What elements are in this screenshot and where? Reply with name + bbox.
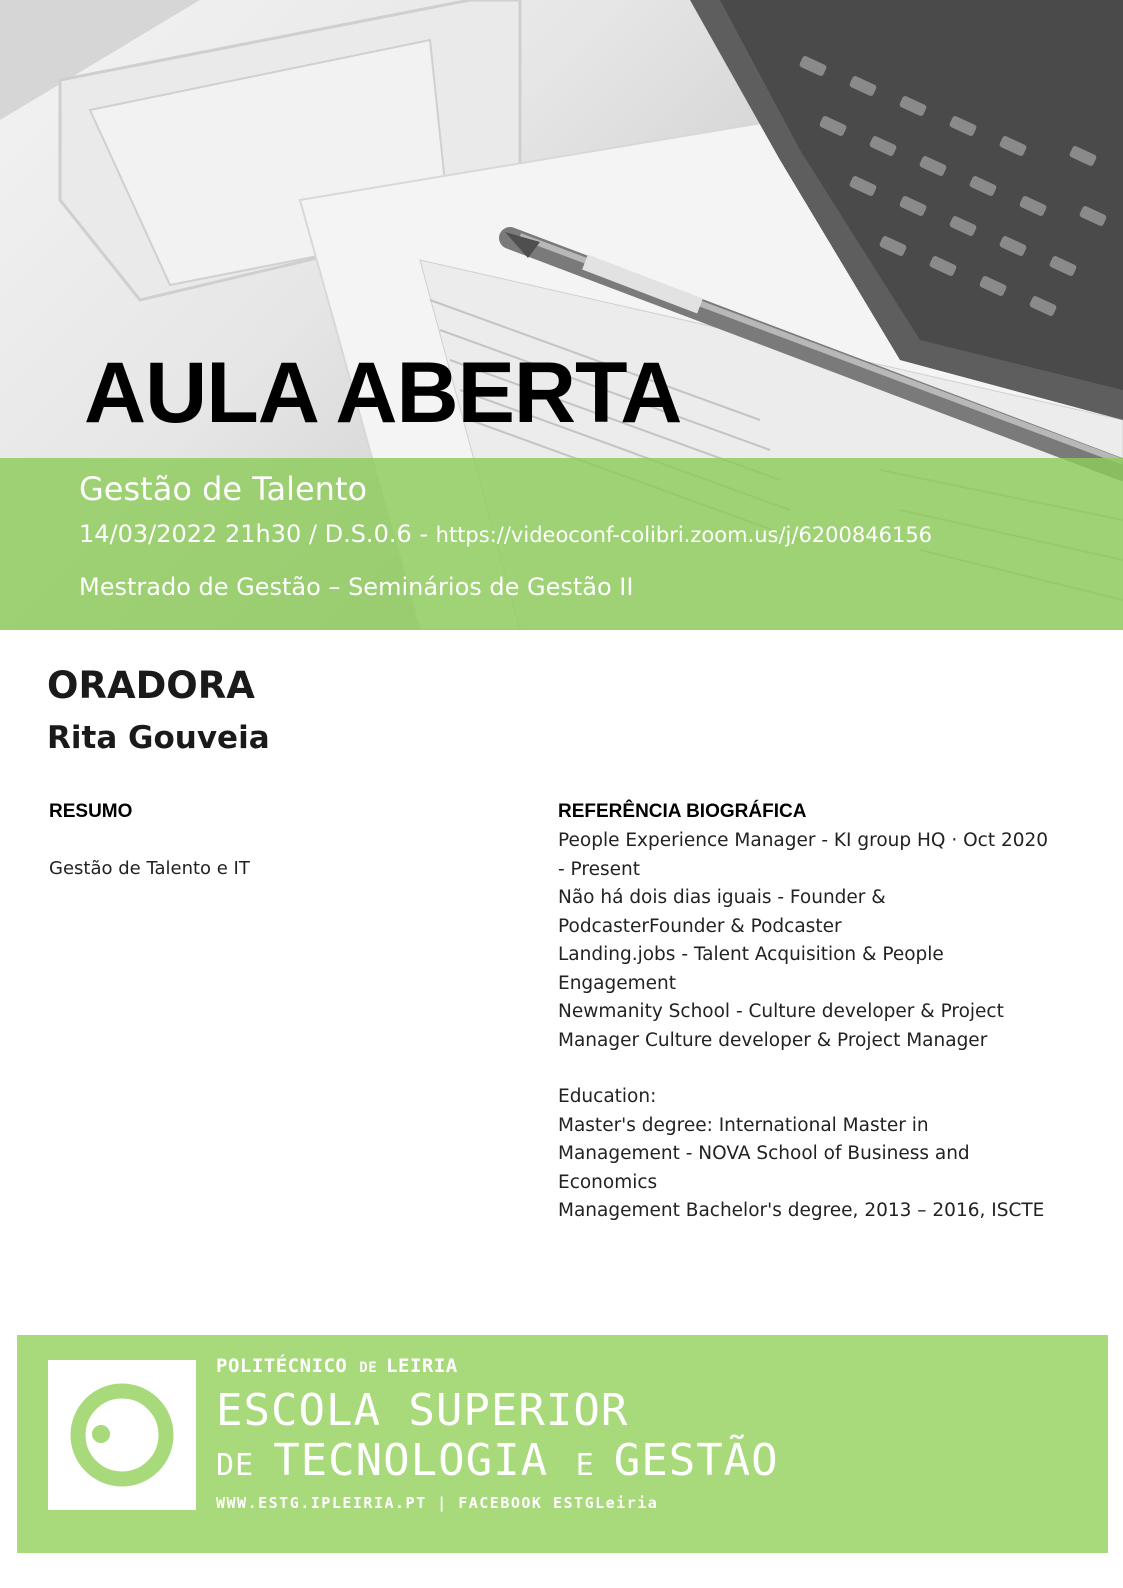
school-name-line1: ESCOLA SUPERIOR: [216, 1385, 629, 1436]
bio-line: Management - NOVA School of Business and: [558, 1143, 970, 1164]
school-name-part: E: [575, 1448, 614, 1483]
speaker-name: Rita Gouveia: [47, 720, 270, 756]
bio-line: Newmanity School - Culture developer & Project: [558, 1001, 1004, 1022]
polytechnic-name-part: DE: [359, 1360, 387, 1376]
resumo-text: Gestão de Talento e IT: [49, 858, 250, 879]
school-name-part: TECNOLOGIA: [273, 1435, 576, 1486]
bio-heading: REFERÊNCIA BIOGRÁFICA: [558, 801, 807, 822]
school-name-line2: [216, 1435, 779, 1486]
speaker-role: ORADORA: [47, 664, 255, 707]
bio-line: People Experience Manager - KI group HQ · Oct 2020: [558, 830, 1049, 851]
event-title: AULA ABERTA: [84, 345, 682, 441]
bio-line: PodcasterFounder & Podcaster: [558, 915, 842, 937]
institution-footer: [17, 1335, 1108, 1553]
bio-spacer: [558, 1055, 1078, 1083]
school-name-part: GESTÃO: [613, 1435, 779, 1486]
estg-logo: [48, 1360, 196, 1510]
polytechnic-name: [216, 1355, 458, 1377]
event-date-time: 14/03/2022 21h30 / D.S.0.6 -: [79, 520, 436, 548]
bio-line: Não há dois dias iguais - Founder &: [558, 887, 886, 908]
event-program: Mestrado de Gestão – Seminários de Gestão II: [79, 573, 634, 601]
school-website[interactable]: WWW.ESTG.IPLEIRIA.PT | FACEBOOK ESTGLeiria: [216, 1494, 659, 1512]
school-name-part: DE: [216, 1448, 274, 1483]
resumo-heading: RESUMO: [49, 801, 133, 822]
bio-line: - Present: [558, 858, 640, 880]
bio-line: Master's degree: International Master in: [558, 1114, 929, 1136]
event-date-location: [79, 520, 932, 548]
polytechnic-name-part: LEIRIA: [386, 1355, 458, 1377]
bio-line: Landing.jobs - Talent Acquisition & People: [558, 944, 944, 965]
meeting-link[interactable]: https://videoconf-colibri.zoom.us/j/6200846156: [435, 523, 933, 547]
bio-line: Management Bachelor's degree, 2013 – 2016, ISCTE: [558, 1200, 1045, 1221]
bio-line: Education:: [558, 1086, 657, 1107]
bio-line: Engagement: [558, 972, 677, 994]
eye-logo-icon: [48, 1360, 196, 1510]
bio-text: [558, 827, 1078, 1226]
event-subtitle: Gestão de Talento: [79, 470, 368, 508]
bio-line: Manager Culture developer & Project Manager: [558, 1029, 988, 1051]
polytechnic-name-part: POLITÉCNICO: [216, 1355, 360, 1377]
bio-line: Economics: [558, 1171, 658, 1193]
